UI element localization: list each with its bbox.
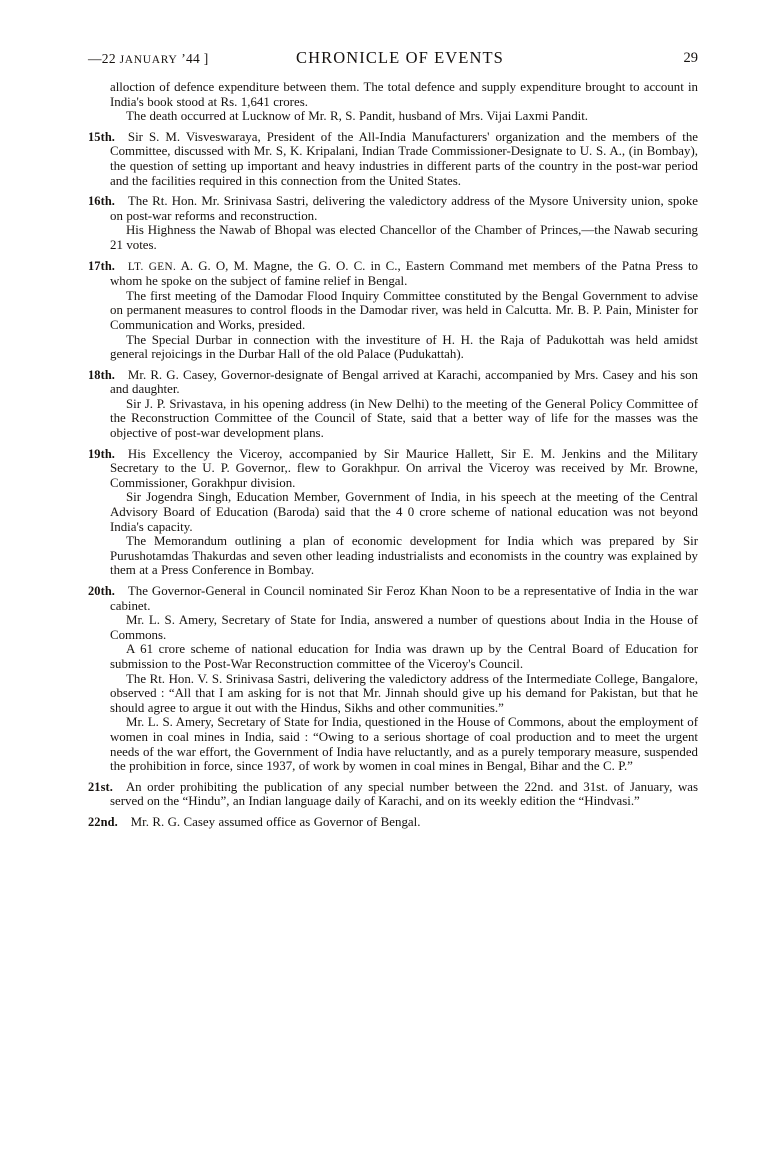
entry-paragraph-text: The Governor-General in Council nominated Sir Feroz Khan Noon to be a representative of India in the war cabinet. (110, 584, 698, 613)
entry-first-paragraph (88, 815, 698, 830)
page-content (88, 48, 698, 836)
chronicle-entry (88, 368, 698, 441)
entry-paragraph: Sir J. P. Srivastava, in his opening address (in New Delhi) to the meeting of the General Policy Committee of the Reconstruction Committee of the Council of State, said that a better way of life for the masses was the objective of post-war development plans. (110, 396, 698, 441)
entry-date-label: 16th. (88, 194, 116, 209)
entry-first-paragraph (88, 194, 698, 223)
chronicle-entry (88, 447, 698, 578)
entry-paragraph: The first meeting of the Damodar Flood Inquiry Committee constituted by the Bengal Government to advise on permanent measures to control floods in the Damodar river, was held in Calcutta. Mr. B. P. Pain, Minister for Communication and Works, presided. (110, 288, 698, 332)
entry-paragraph-text: Mr. R. G. Casey, Governor-designate of Bengal arrived at Karachi, accompanied by Mrs. Casey and his son and daughter. (110, 367, 698, 397)
entry-paragraph-text: Mr. R. G. Casey assumed office as Governor of Bengal. (130, 814, 421, 829)
chronicle-entry (88, 259, 698, 362)
entry-paragraph: The Memorandum outlining a plan of economic development for India which was prepared by Sir Purushotamdas Thakurdas and seven other leading industrialists and economists in the country was explained by them at a Press Conference in Bombay. (110, 534, 698, 578)
running-head (88, 48, 698, 76)
entry-paragraph: The death occurred at Lucknow of Mr. R, S. Pandit, husband of Mrs. Vijai Laxmi Pandit. (126, 109, 589, 124)
entry-paragraph: His Highness the Nawab of Bhopal was elected Chancellor of the Chamber of Princes,—the Nawab securing 21 votes. (110, 223, 698, 252)
chronicle-entry (88, 815, 698, 830)
entry-paragraph: Sir Jogendra Singh, Education Member, Government of India, in his speech at the meeting of the Central Advisory Board of Education (Baroda) said that the 4 0 crore scheme of national education was not beyond India's capacity. (110, 490, 698, 534)
chronicle-entry (88, 80, 698, 124)
page-title: CHRONICLE OF EVENTS (296, 48, 504, 67)
entry-paragraph-text: An order prohibiting the publication of any special number between the 22nd. and 31st. of January, was served on the “Hindu”, an Indian language daily of Karachi, and on its weekly edition the “Hindvasi.” (110, 779, 698, 809)
entry-paragraph-text: A. G. O, M. Magne, the G. O. C. in C., Eastern Command met members of the Patna Press to whom he spoke on the subject of famine relief in Bengal. (110, 258, 698, 289)
entry-paragraph-text: The Rt. Hon. Mr. Srinivasa Sastri, delivering the valedictory address of the Mysore University union, spoke on post-war reforms and reconstruction. (110, 194, 698, 223)
entry-date-label: 17th. (88, 258, 116, 273)
chronicle-entry (88, 584, 698, 774)
entry-paragraph: Mr. L. S. Amery, Secretary of State for India, answered a number of questions about India in the House of Commons. (110, 613, 698, 642)
entry-paragraph: Mr. L. S. Amery, Secretary of State for India, questioned in the House of Commons, about the employment of women in coal mines in India, said : “Owing to a serious shortage of coal production and to meet the urgent needs of the war effort, the Government of India have reluctantly, and as a purely temporary measure, suspended the prohibition in force, since 1937, of work by women in coal mines in Bengal, Bihar and the C. P.” (110, 715, 698, 774)
chronicle-entry (88, 780, 698, 809)
entry-first-paragraph (88, 447, 698, 491)
entry-date-label: 21st. (88, 779, 113, 794)
entry-paragraph: The Special Durbar in connection with the investiture of H. H. the Raja of Padukottah was held amidst general rejoicings in the Durbar Hall of the old Palace (Pudukattah). (110, 332, 698, 362)
running-head-date-suffix: ’44 ] (177, 51, 209, 66)
chronicle-entry (88, 194, 698, 252)
running-head-date-prefix: —22 (88, 51, 120, 66)
entry-paragraph: A 61 crore scheme of national education for India was drawn up by the Central Board of Education for submission to the Post-War Reconstruction committee of the Viceroy's Council. (110, 642, 698, 671)
chronicle-entry (88, 130, 698, 188)
entry-date-label: 22nd. (88, 814, 118, 829)
entry-date-label: 18th. (88, 367, 116, 382)
entry-paragraph-text: His Excellency the Viceroy, accompanied by Sir Maurice Hallett, Sir E. M. Jenkins and the Military Secretary to the U. P. Governor,. flew to Gorakhpur. On arrival the Viceroy was received by Mr. Browne, Commissioner, Gorakhpur division. (110, 446, 698, 490)
entry-paragraph: alloction of defence expenditure between them. The total defence and supply expenditure brought to account in India's book stood at Rs. 1,641 crores. (110, 80, 698, 109)
entry-first-paragraph (88, 780, 698, 809)
entry-first-paragraph (88, 259, 698, 289)
entry-first-paragraph (88, 584, 698, 613)
entry-date-label: 19th. (88, 446, 116, 461)
entry-first-paragraph (88, 130, 698, 188)
page-number: 29 (683, 50, 698, 66)
entry-date-label: 15th. (88, 129, 116, 144)
chronicle-entry-list (88, 80, 698, 830)
entry-paragraph: The Rt. Hon. V. S. Srinivasa Sastri, delivering the valedictory address of the Intermediate College, Bangalore, observed : “All that I am asking for is not that Mr. Jinnah should give up his demand for Pakistan, but that he should agree to argue it out with the Hindus, Sikhs and other communities.” (110, 671, 698, 715)
entry-first-paragraph (88, 368, 698, 397)
running-head-month: JANUARY (119, 54, 178, 66)
entry-paragraph-text: Sir S. M. Visveswaraya, President of the All-India Manufacturers' organization and the members of the Committee, discussed with Mr. S, K. Kripalani, Indian Trade Commissioner-Designate to U. S. A., (in Bombay), the question of setting up important and heavy industries in different parts of the country in the post-war period and the facilities required in this connection from the United States. (110, 129, 698, 188)
entry-date-label: 20th. (88, 584, 116, 598)
entry-smallcaps-lead: LT. GEN. (127, 260, 177, 273)
